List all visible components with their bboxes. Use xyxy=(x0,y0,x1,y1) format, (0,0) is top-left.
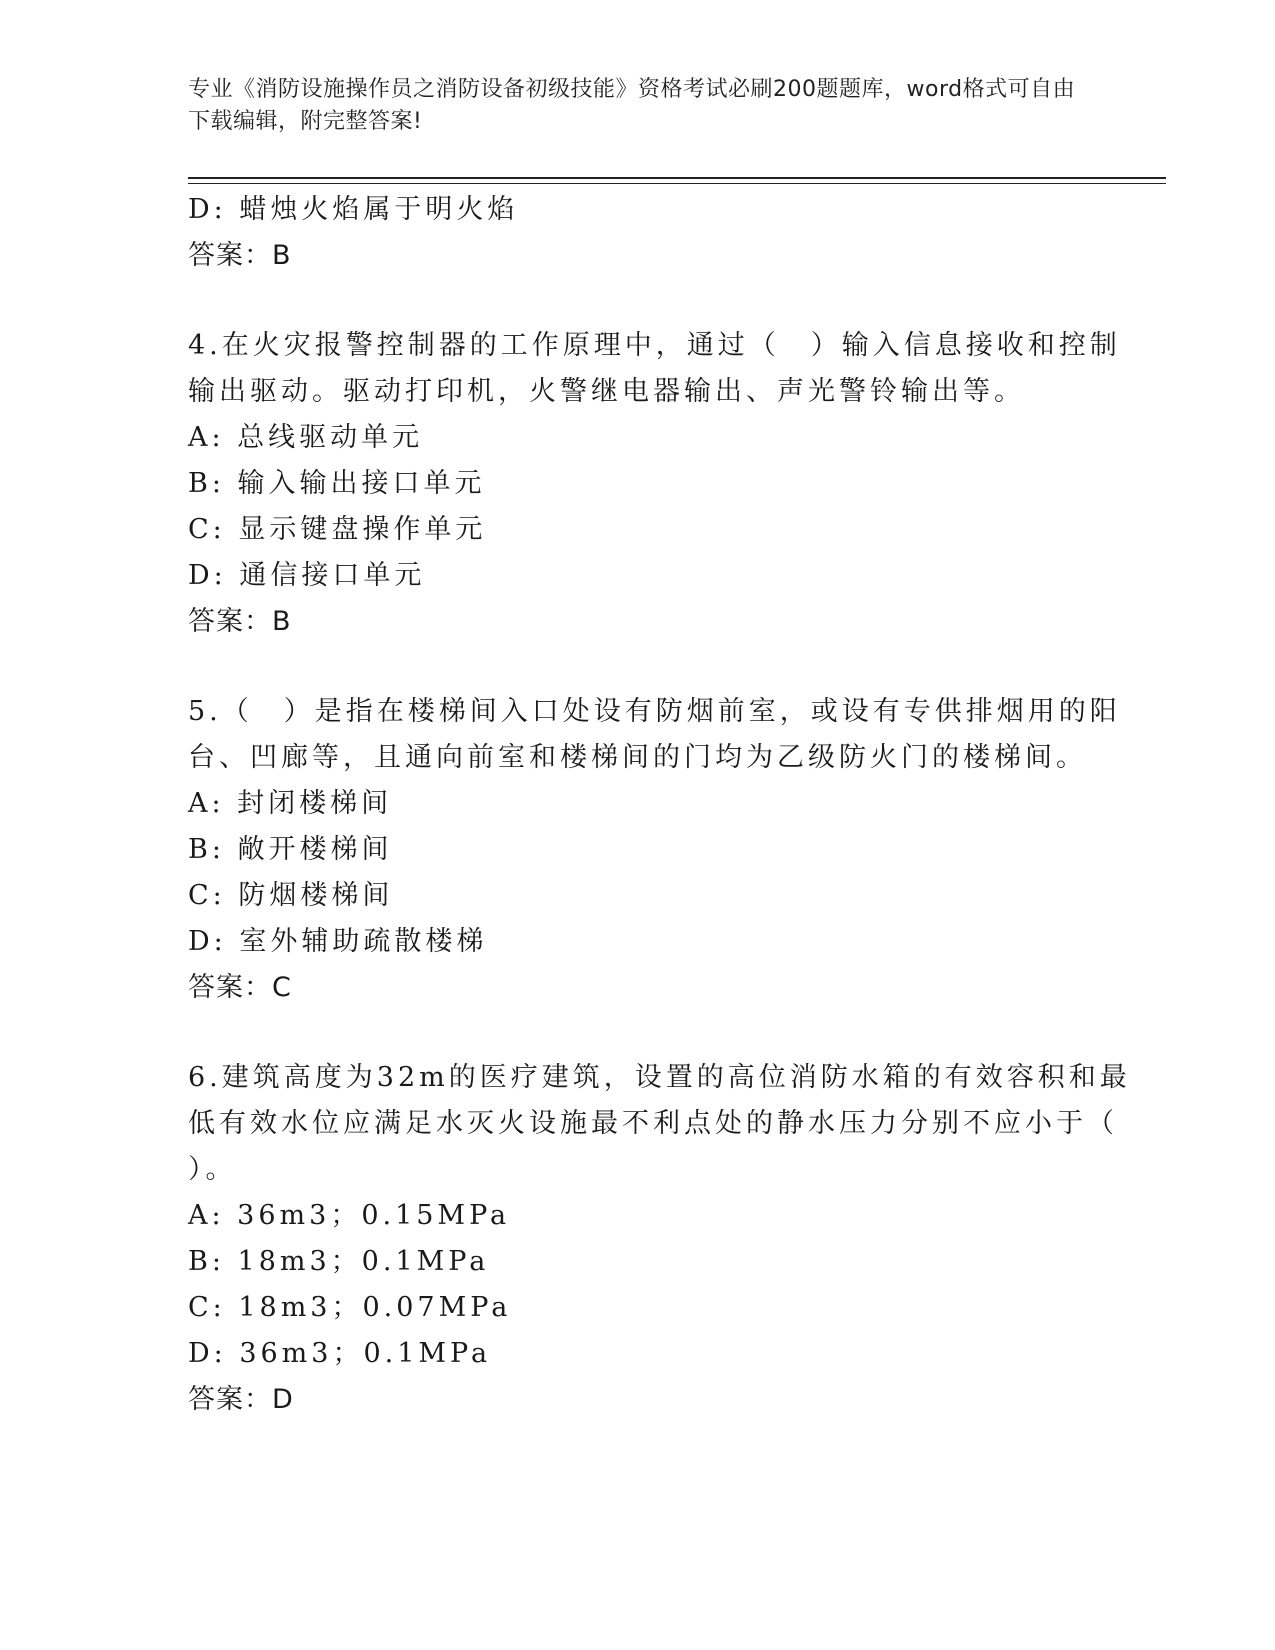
option-a: A: 36m3；0.15MPa xyxy=(188,1200,511,1231)
option-d: D: 蜡烛火焰属于明火焰 xyxy=(188,194,519,225)
option-d: D: 通信接口单元 xyxy=(188,560,426,591)
option-c: C: 防烟楼梯间 xyxy=(188,880,394,911)
option-b: B: 敞开楼梯间 xyxy=(188,834,393,865)
partial-question xyxy=(188,187,1088,279)
answer-line: 答案：B xyxy=(188,606,292,637)
question-4 xyxy=(188,323,1121,645)
question-5 xyxy=(188,689,1121,1011)
answer-line: 答案：C xyxy=(188,972,292,1003)
question-content xyxy=(188,187,1131,1467)
question-text-line: 台、凹廊等，且通向前室和楼梯间的门均为乙级防火门的楼梯间。 xyxy=(188,742,1087,773)
option-d: D: 室外辅助疏散楼梯 xyxy=(188,926,488,957)
question-text-line: 4.在火灾报警控制器的工作原理中，通过（ ）输入信息接收和控制 xyxy=(188,330,1121,361)
document-header: 专业《消防设施操作员之消防设备初级技能》资格考试必刷200题题库，word格式可自由下载编辑，附完整答案! xyxy=(188,77,1076,134)
option-a: A: 总线驱动单元 xyxy=(188,422,424,453)
question-text-line: 低有效水位应满足水灭火设施最不利点处的静水压力分别不应小于（ xyxy=(188,1108,1118,1139)
question-text-line: 6.建筑高度为32m的医疗建筑，设置的高位消防水箱的有效容积和最 xyxy=(188,1062,1131,1093)
question-6 xyxy=(188,1055,1131,1423)
question-text-line: 5.（ ）是指在楼梯间入口处设有防烟前室，或设有专供排烟用的阳 xyxy=(188,696,1121,727)
option-c: C: 18m3；0.07MPa xyxy=(188,1292,512,1323)
answer-line: 答案：D xyxy=(188,1384,294,1415)
question-text-line: ）。 xyxy=(188,1154,237,1185)
header-rule-thin xyxy=(188,183,1166,184)
option-a: A: 封闭楼梯间 xyxy=(188,788,393,819)
option-b: B: 18m3；0.1MPa xyxy=(188,1246,490,1277)
option-d: D: 36m3；0.1MPa xyxy=(188,1338,492,1369)
answer-line: 答案：B xyxy=(188,240,292,271)
option-b: B: 输入输出接口单元 xyxy=(188,468,486,499)
header-rule-thick xyxy=(188,177,1166,179)
option-c: C: 显示键盘操作单元 xyxy=(188,514,487,545)
question-text-line: 输出驱动。驱动打印机，火警继电器输出、声光警铃输出等。 xyxy=(188,376,1025,407)
